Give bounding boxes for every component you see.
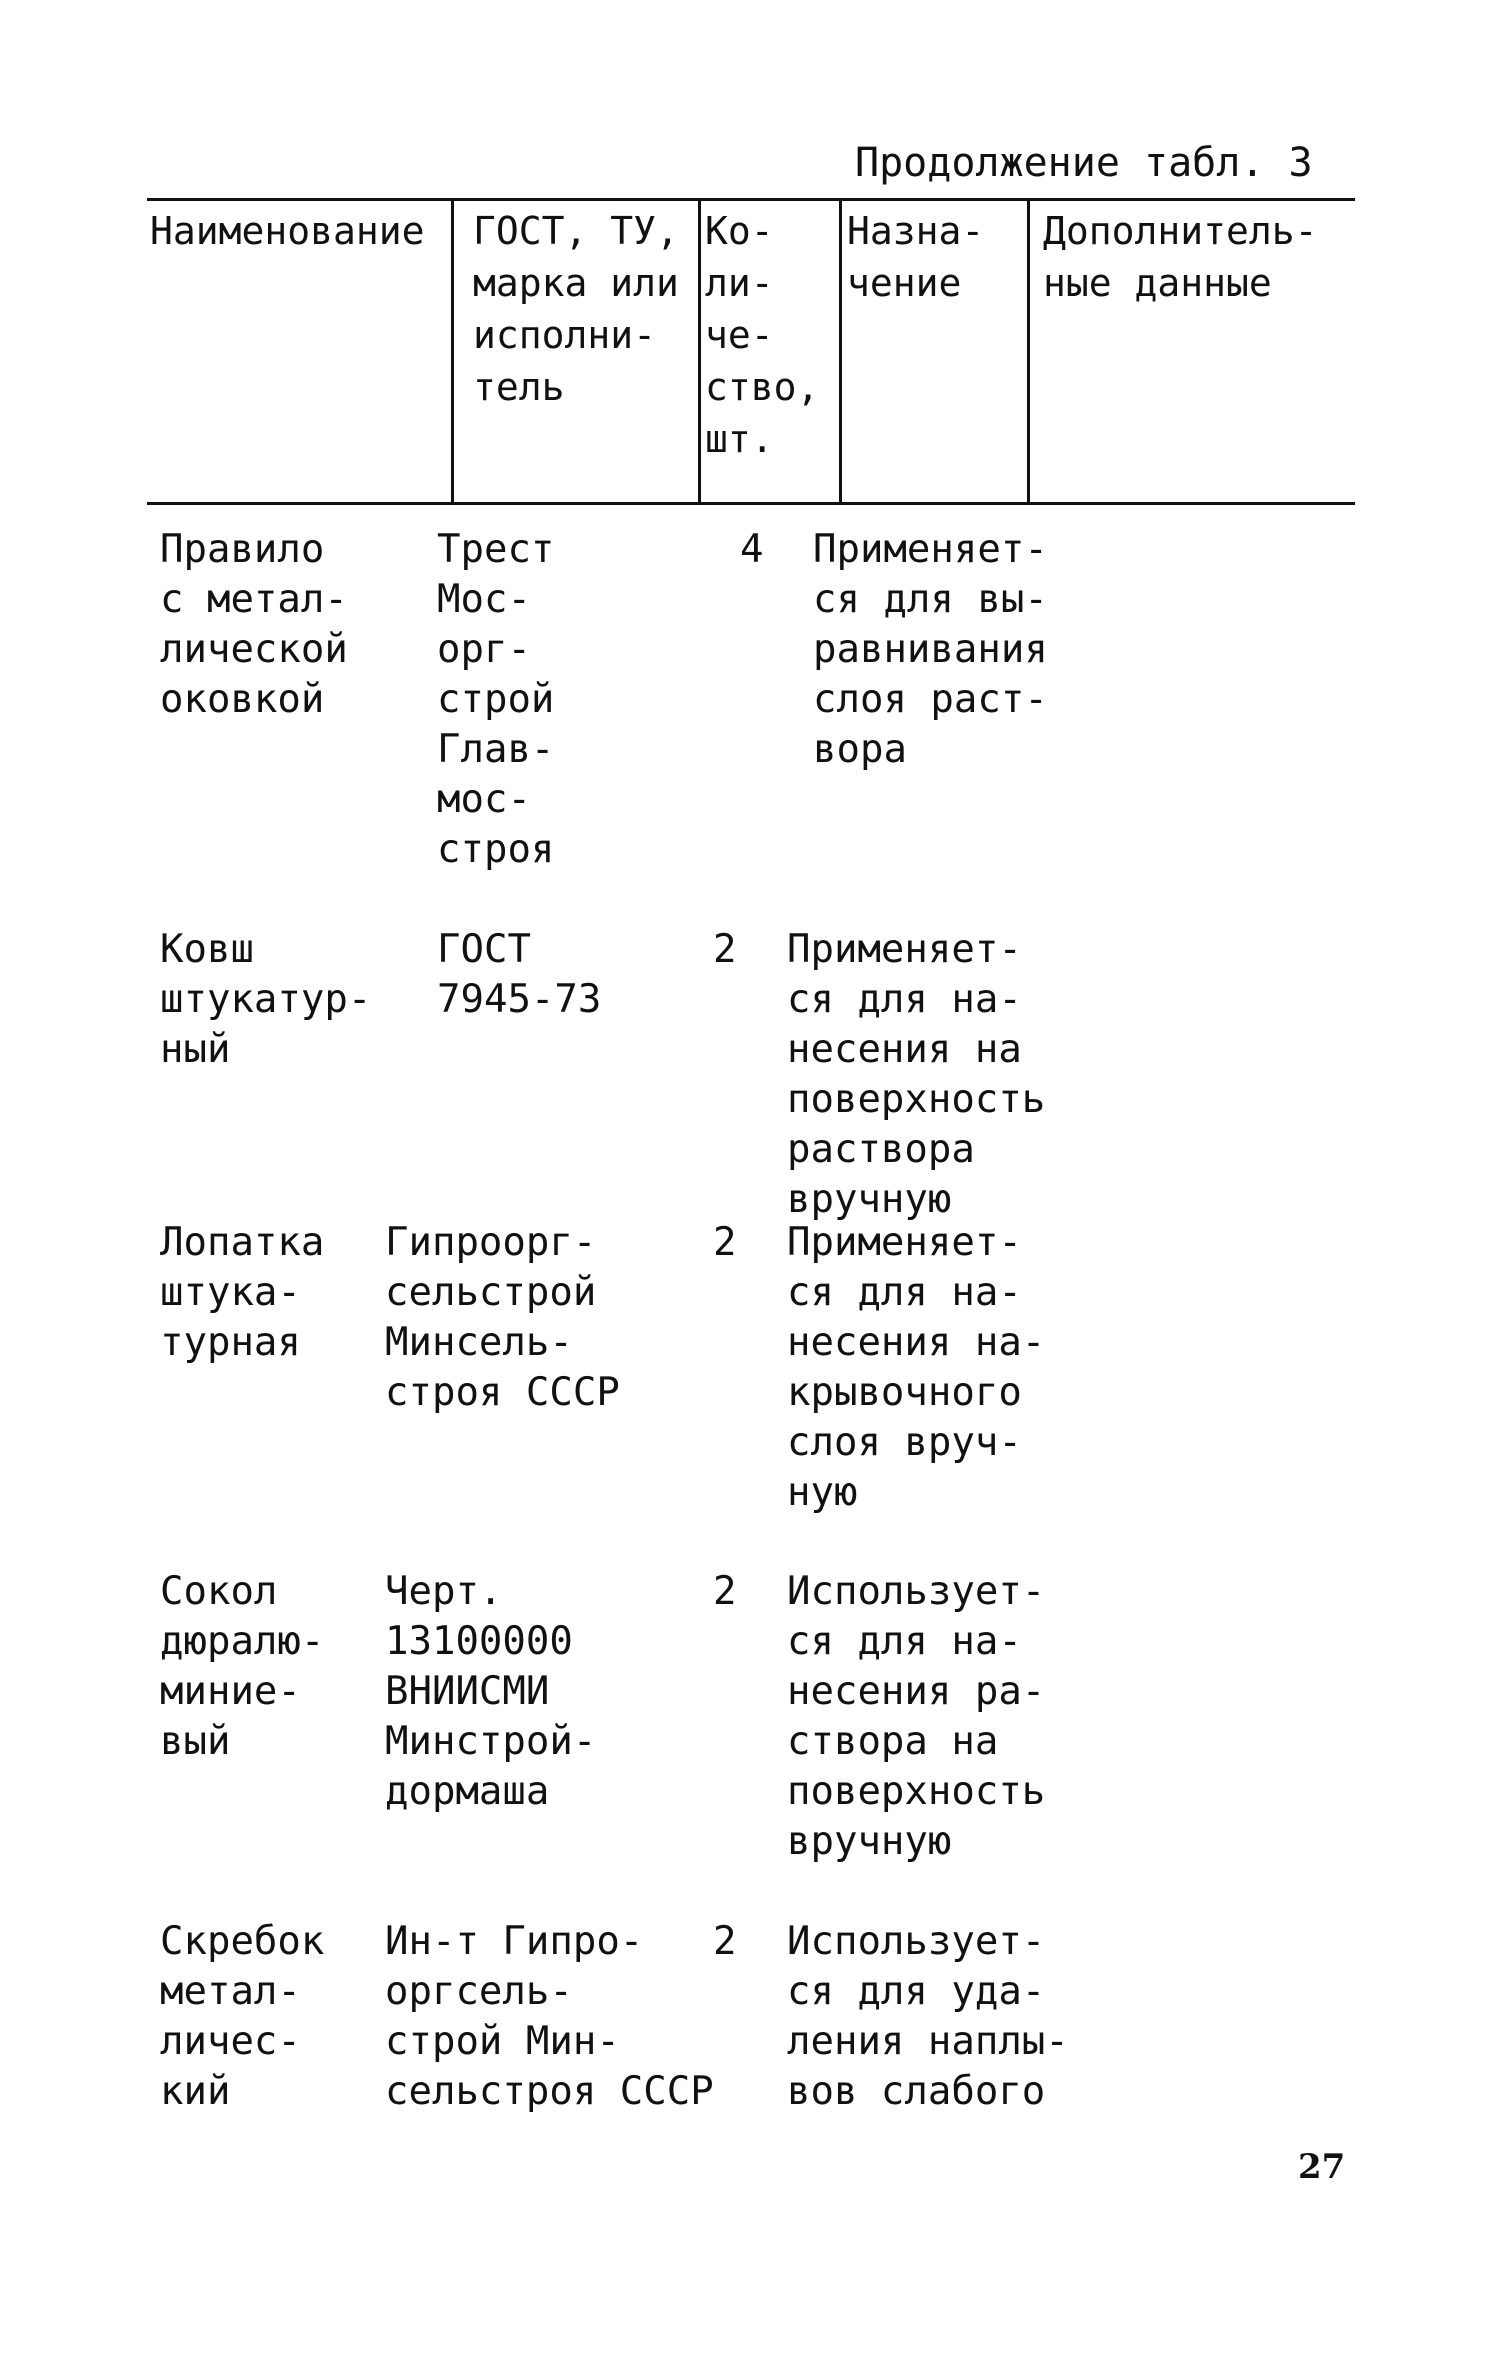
row-2-quantity: 2 — [713, 927, 737, 972]
row-5-quantity: 2 — [713, 1919, 737, 1964]
row-3-quantity: 2 — [713, 1220, 737, 1265]
table-top-rule — [147, 198, 1355, 201]
row-1-purpose: Применяет- ся для вы- равнивания слоя раст- вора — [813, 527, 1048, 772]
row-5-name: Скребок метал- личес- кий — [160, 1919, 325, 2114]
row-1-quantity: 4 — [740, 527, 764, 572]
table-caption: Продолжение табл. 3 — [855, 140, 1313, 186]
page-number: 27 — [1298, 2147, 1346, 2187]
header-purpose: Назна- чение — [847, 209, 985, 305]
table-header-bottom-rule — [147, 502, 1355, 505]
header-divider-3 — [839, 200, 842, 503]
row-4-name: Сокол дюралю- миние- вый — [160, 1569, 325, 1764]
header-name: Наименование — [150, 209, 425, 253]
row-3-purpose: Применяет- ся для на- несения на- крывочного слоя вруч- ную — [787, 1220, 1046, 1515]
header-divider-4 — [1027, 200, 1030, 503]
row-3-name: Лопатка штука- турная — [160, 1220, 325, 1365]
row-4-purpose: Использует- ся для на- несения ра- створа на поверхность вручную — [787, 1569, 1046, 1864]
row-1-standard: Трест Мос- орг- строй Глав- мос- строя — [437, 527, 555, 872]
row-5-purpose: Использует- ся для уда- ления наплы- вов слабого — [787, 1919, 1069, 2114]
row-3-standard: Гипроорг- сельстрой Минсель- строя СССР — [385, 1220, 620, 1415]
row-2-name: Ковш штукатур- ный — [160, 927, 372, 1072]
header-quantity: Ко- ли- че- ство, шт. — [705, 209, 820, 461]
row-2-standard: ГОСТ 7945-73 — [437, 927, 602, 1022]
row-2-purpose: Применяет- ся для на- несения на поверхность раствора вручную — [787, 927, 1046, 1222]
header-standard: ГОСТ, ТУ, марка или исполни- тель — [473, 209, 679, 409]
header-divider-2 — [698, 200, 701, 503]
row-4-standard: Черт. 13100000 ВНИИСМИ Минстрой- дормаша — [385, 1569, 597, 1814]
row-4-quantity: 2 — [713, 1569, 737, 1614]
row-1-name: Правило с метал- лической оковкой — [160, 527, 348, 722]
header-divider-1 — [451, 200, 454, 503]
header-extra: Дополнитель- ные данные — [1043, 209, 1318, 305]
row-5-standard: Ин-т Гипро- оргсель- строй Мин- сельстроя СССР — [385, 1919, 714, 2114]
